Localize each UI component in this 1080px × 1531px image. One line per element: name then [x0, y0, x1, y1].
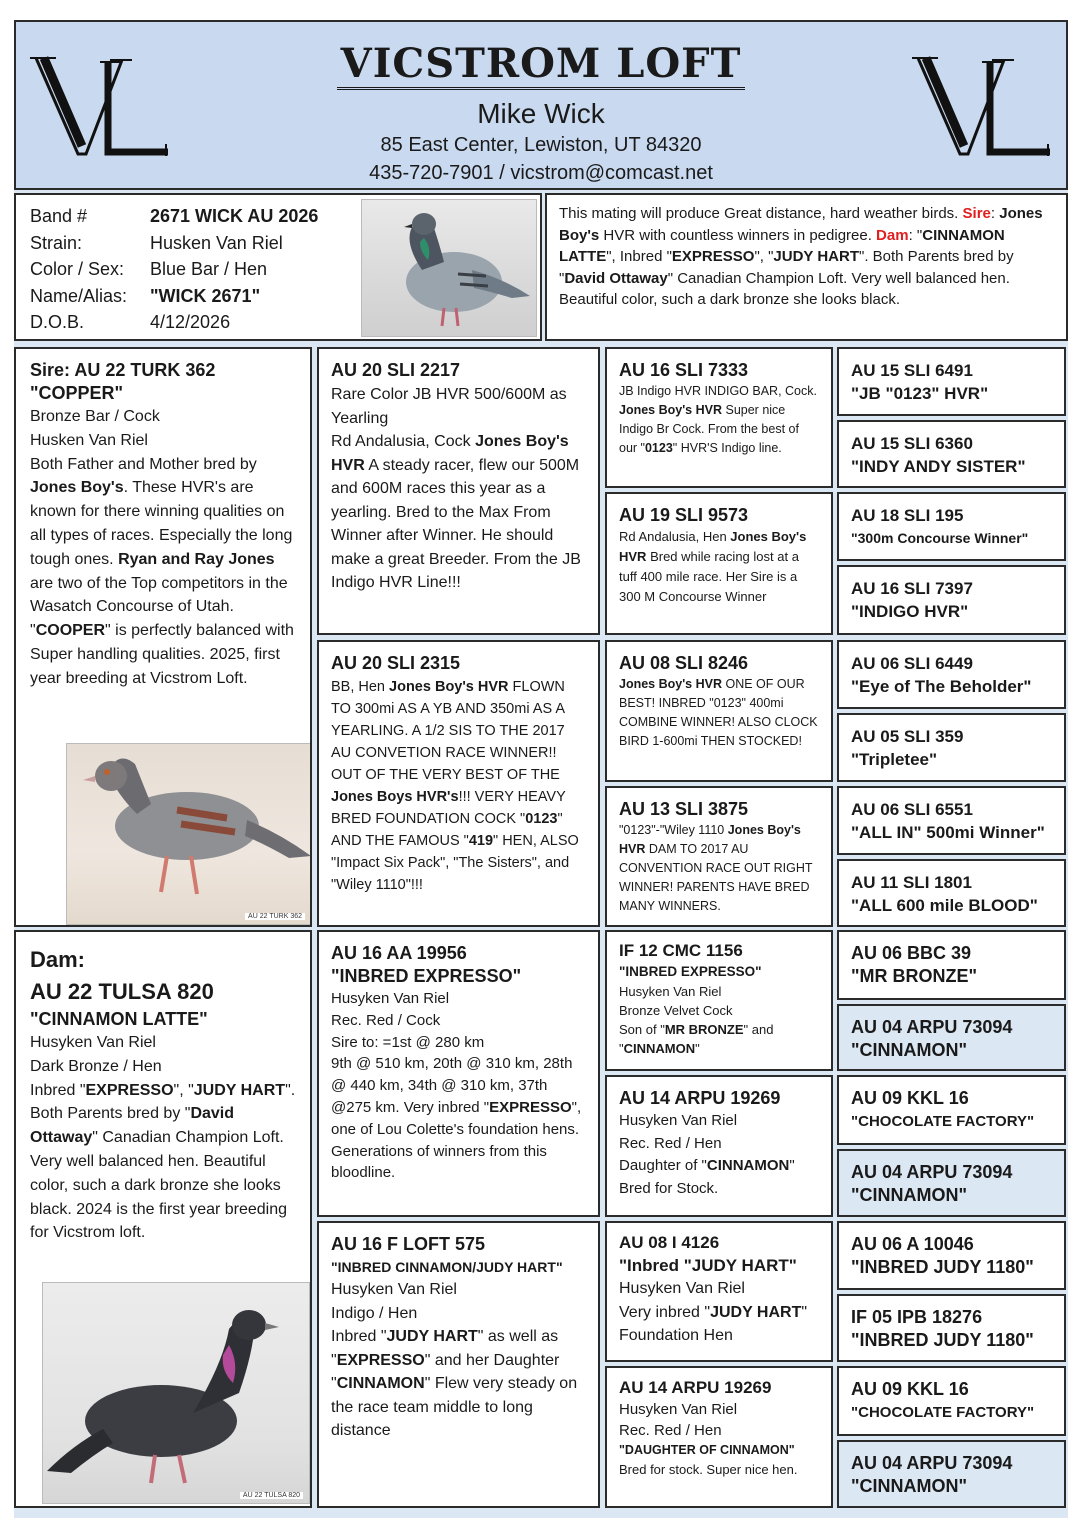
- name-row: Name/Alias: "WICK 2671": [30, 285, 261, 306]
- gen3-card-1: AU 16 SLI 7333 JB Indigo HVR INDIGO BAR, Cock. Jones Boy's HVR Super nice Indigo Br Cock. From the best of our "0123" HVR'S Indigo line.: [605, 347, 833, 488]
- bird-info-panel: [14, 193, 542, 341]
- dam-grandsire-card: AU 16 AA 19956 "INBRED EXPRESSO" Husyken Van Riel Rec. Red / Cock Sire to: =1st @ 280 km 9th @ 510 km, 20th @ 310 km, 28th @ 440 km, 34th @ 310 km, 37th @275 km. Very inbred "EXPRESSO", one of Lou Colette's foundation hens. Generations of winners from this bloodline.: [317, 930, 600, 1217]
- sire-title: Sire: AU 22 TURK 362: [30, 360, 216, 380]
- dam-photo: [42, 1282, 310, 1504]
- gen4-card-7: AU 06 SLI 6551 "ALL IN" 500mi Winner": [837, 786, 1066, 855]
- gen4-card-11: AU 09 KKL 16 "CHOCOLATE FACTORY": [837, 1075, 1066, 1145]
- gen4-card-5: AU 06 SLI 6449 "Eye of The Beholder": [837, 640, 1066, 709]
- gen4-card-8: AU 11 SLI 1801 "ALL 600 mile BLOOD": [837, 859, 1066, 927]
- dam-card: Dam: AU 22 TULSA 820 "CINNAMON LATTE" Husyken Van Riel Dark Bronze / Hen Inbred "EXPRESSO", "JUDY HART". Both Parents bred by "David Ottaway" Canadian Champion Loft. Very well balanced hen. Beautiful color, such a dark bronze she looks black. 2024 is the first year breeding for Vicstrom loft. AU 22 TULSA 820: [14, 930, 312, 1508]
- band-value: 2671 WICK AU 2026: [150, 206, 319, 226]
- dam-label: Dam:: [30, 947, 86, 972]
- sire-granddam-card: AU 20 SLI 2315 BB, Hen Jones Boy's HVR FLOWN TO 300mi AS A YB AND 350mi AS A YEARLING. A 1/2 SIS TO THE 2017 AU CONVETION RACE WINNER!! OUT OF THE VERY BEST OF THE Jones Boys HVR's!!! VERY HEAVY BRED FOUNDATION COCK "0123" AND THE FAMOUS "419" HEN, ALSO "Impact Six Pack", "The Sisters", and "Wiley 1110"!!!: [317, 640, 600, 927]
- gen4-card-12: AU 04 ARPU 73094 "CINNAMON": [837, 1149, 1066, 1217]
- sire-card: Sire: AU 22 TURK 362 "COPPER" Bronze Bar / Cock Husken Van Riel Both Father and Mother bred by Jones Boy's. These HVR's are known for there winning qualities on all types of races. Especially the long tough ones. Ryan and Ray Jones are two of the Top competitors in the Wasatch Concourse of Utah. "COOPER" is perfectly balanced with Super handling qualities. 2025, first year breeding at Vicstrom Loft. AU 22 TURK 362: [14, 347, 312, 927]
- band-row: Band # 2671 WICK AU 2026: [30, 203, 318, 229]
- strain-row: Strain: Husken Van Riel: [30, 232, 283, 253]
- gen4-card-10: AU 04 ARPU 73094 "CINNAMON": [837, 1004, 1066, 1071]
- bird-photo: [361, 199, 537, 337]
- color-row: Color / Sex: Blue Bar / Hen: [30, 259, 268, 279]
- gen4-card-16: AU 04 ARPU 73094 "CINNAMON": [837, 1440, 1066, 1508]
- sire-label: Sire: [962, 205, 991, 222]
- dam-description: Inbred "EXPRESSO", "JUDY HART". Both Parents bred by "David Ottaway" Canadian Champion Loft. Very well balanced hen. Beautiful color, such a dark bronze she looks black. 2024 is the first year breeding for Vicstrom loft.: [30, 1081, 296, 1242]
- gen4-card-15: AU 09 KKL 16 "CHOCOLATE FACTORY": [837, 1366, 1066, 1436]
- gen3-card-3: AU 08 SLI 8246 Jones Boy's HVR ONE OF OUR BEST! INBRED "0123" 400mi COMBINE WINNER! ALSO CLOCK BIRD 1-600mi THEN STOCKED!: [605, 640, 833, 782]
- gen4-card-2: AU 15 SLI 6360 "INDY ANDY SISTER": [837, 420, 1066, 488]
- dam-label: Dam: [876, 226, 909, 244]
- gen3-card-5: IF 12 CMC 1156 "INBRED EXPRESSO" Husyken Van Riel Bronze Velvet Cock Son of "MR BRONZE" and "CINNAMON": [605, 930, 833, 1071]
- gen4-card-3: AU 18 SLI 195 "300m Concourse Winner": [837, 492, 1066, 561]
- owner-name: Mike Wick: [477, 98, 605, 129]
- sire-photo: [66, 743, 312, 925]
- dam-granddam-band: AU 16 F LOFT 575: [331, 1234, 486, 1254]
- gen4-card-14: IF 05 IPB 18276 "INBRED JUDY 1180": [837, 1294, 1066, 1362]
- gen4-card-1: AU 15 SLI 6491 "JB "0123" HVR": [837, 347, 1066, 416]
- sire-alias: "COPPER": [30, 383, 124, 403]
- dam-granddam-card: AU 16 F LOFT 575 "INBRED CINNAMON/JUDY HART" Husyken Van Riel Indigo / Hen Inbred "JUDY HART" as well as "EXPRESSO" and her Daughter "CINNAMON" Flew very steady on the race team middle to long distance: [317, 1221, 600, 1508]
- dam-grandsire-band: AU 16 AA 19956: [331, 943, 467, 963]
- dam-photo-caption: AU 22 TULSA 820: [240, 1492, 303, 1499]
- dam-band: AU 22 TULSA 820: [30, 979, 214, 1004]
- sire-photo-caption: AU 22 TURK 362: [245, 913, 305, 920]
- grandsire-card: AU 20 SLI 2217 Rare Color JB HVR 500/600M as Yearling Rd Andalusia, Cock Jones Boy's HVR A steady racer, flew our 500M and 600M races this year as a yearling. Bred to the Max From Winner after Winner. He should make a great Breeder. From the JB Indigo HVR Line!!!: [317, 347, 600, 635]
- gen3-card-2: AU 19 SLI 9573 Rd Andalusia, Hen Jones Boy's HVR Bred while racing lost at a tuff 400 mile race. Her Sire is a 300 M Concourse Winner: [605, 492, 833, 635]
- gen3-card-8: AU 14 ARPU 19269 Husyken Van Riel Rec. Red / Hen "DAUGHTER OF CINNAMON" Bred for stock. Super nice hen.: [605, 1366, 833, 1508]
- contact-info: 435-720-7901 / vicstrom@comcast.net: [369, 162, 713, 184]
- gen4-card-4: AU 16 SLI 7397 "INDIGO HVR": [837, 565, 1066, 635]
- sire-granddam-band: AU 20 SLI 2315: [331, 653, 461, 673]
- gen3-card-6: AU 14 ARPU 19269 Husyken Van Riel Rec. Red / Hen Daughter of "CINNAMON" Bred for Stock.: [605, 1075, 833, 1217]
- sire-description: Both Father and Mother bred by Jones Boy's. These HVR's are known for there winning qualities on all types of races. Especially the long tough ones. Ryan and Ray Jones are two of the Top competitors in the Wasatch Concourse of Utah. "COOPER" is perfectly balanced with Super handling qualities. 2025, first year breeding at Vicstrom Loft.: [30, 455, 294, 687]
- gen4-card-13: AU 06 A 10046 "INBRED JUDY 1180": [837, 1221, 1066, 1290]
- grandsire-band: AU 20 SLI 2217: [331, 360, 461, 380]
- gen3-card-4: AU 13 SLI 3875 "0123"-"Wiley 1110 Jones Boy's HVR DAM TO 2017 AU CONVENTION RACE OUT RIGHT WINNER! PARENTS HAVE BRED MANY WINNERS.: [605, 786, 833, 927]
- address: 85 East Center, Lewiston, UT 84320: [380, 134, 702, 156]
- gen3-card-7: AU 08 I 4126 "Inbred "JUDY HART" Husyken Van Riel Very inbred "JUDY HART" Foundation Hen: [605, 1221, 833, 1362]
- header-banner: [14, 20, 1068, 190]
- gen4-card-6: AU 05 SLI 359 "Tripletee": [837, 713, 1066, 782]
- gen4-card-9: AU 06 BBC 39 "MR BRONZE": [837, 930, 1066, 1000]
- loft-name: VICSTROM LOFT: [16, 40, 1066, 87]
- dob-row: D.O.B. 4/12/2026: [30, 312, 231, 332]
- dam-alias: "CINNAMON LATTE": [30, 1009, 208, 1029]
- mating-description: This mating will produce Great distance, hard weather birds. Sire: Jones Boy's HVR with countless winners in pedigree. Dam: "CINNAMON LATTE", Inbred "EXPRESSO", "JUDY HART". Both Parents bred by "David Ottaway" Canadian Champion Loft. Very well balanced hen. Beautiful color, such a dark bronze she looks black.: [545, 193, 1068, 341]
